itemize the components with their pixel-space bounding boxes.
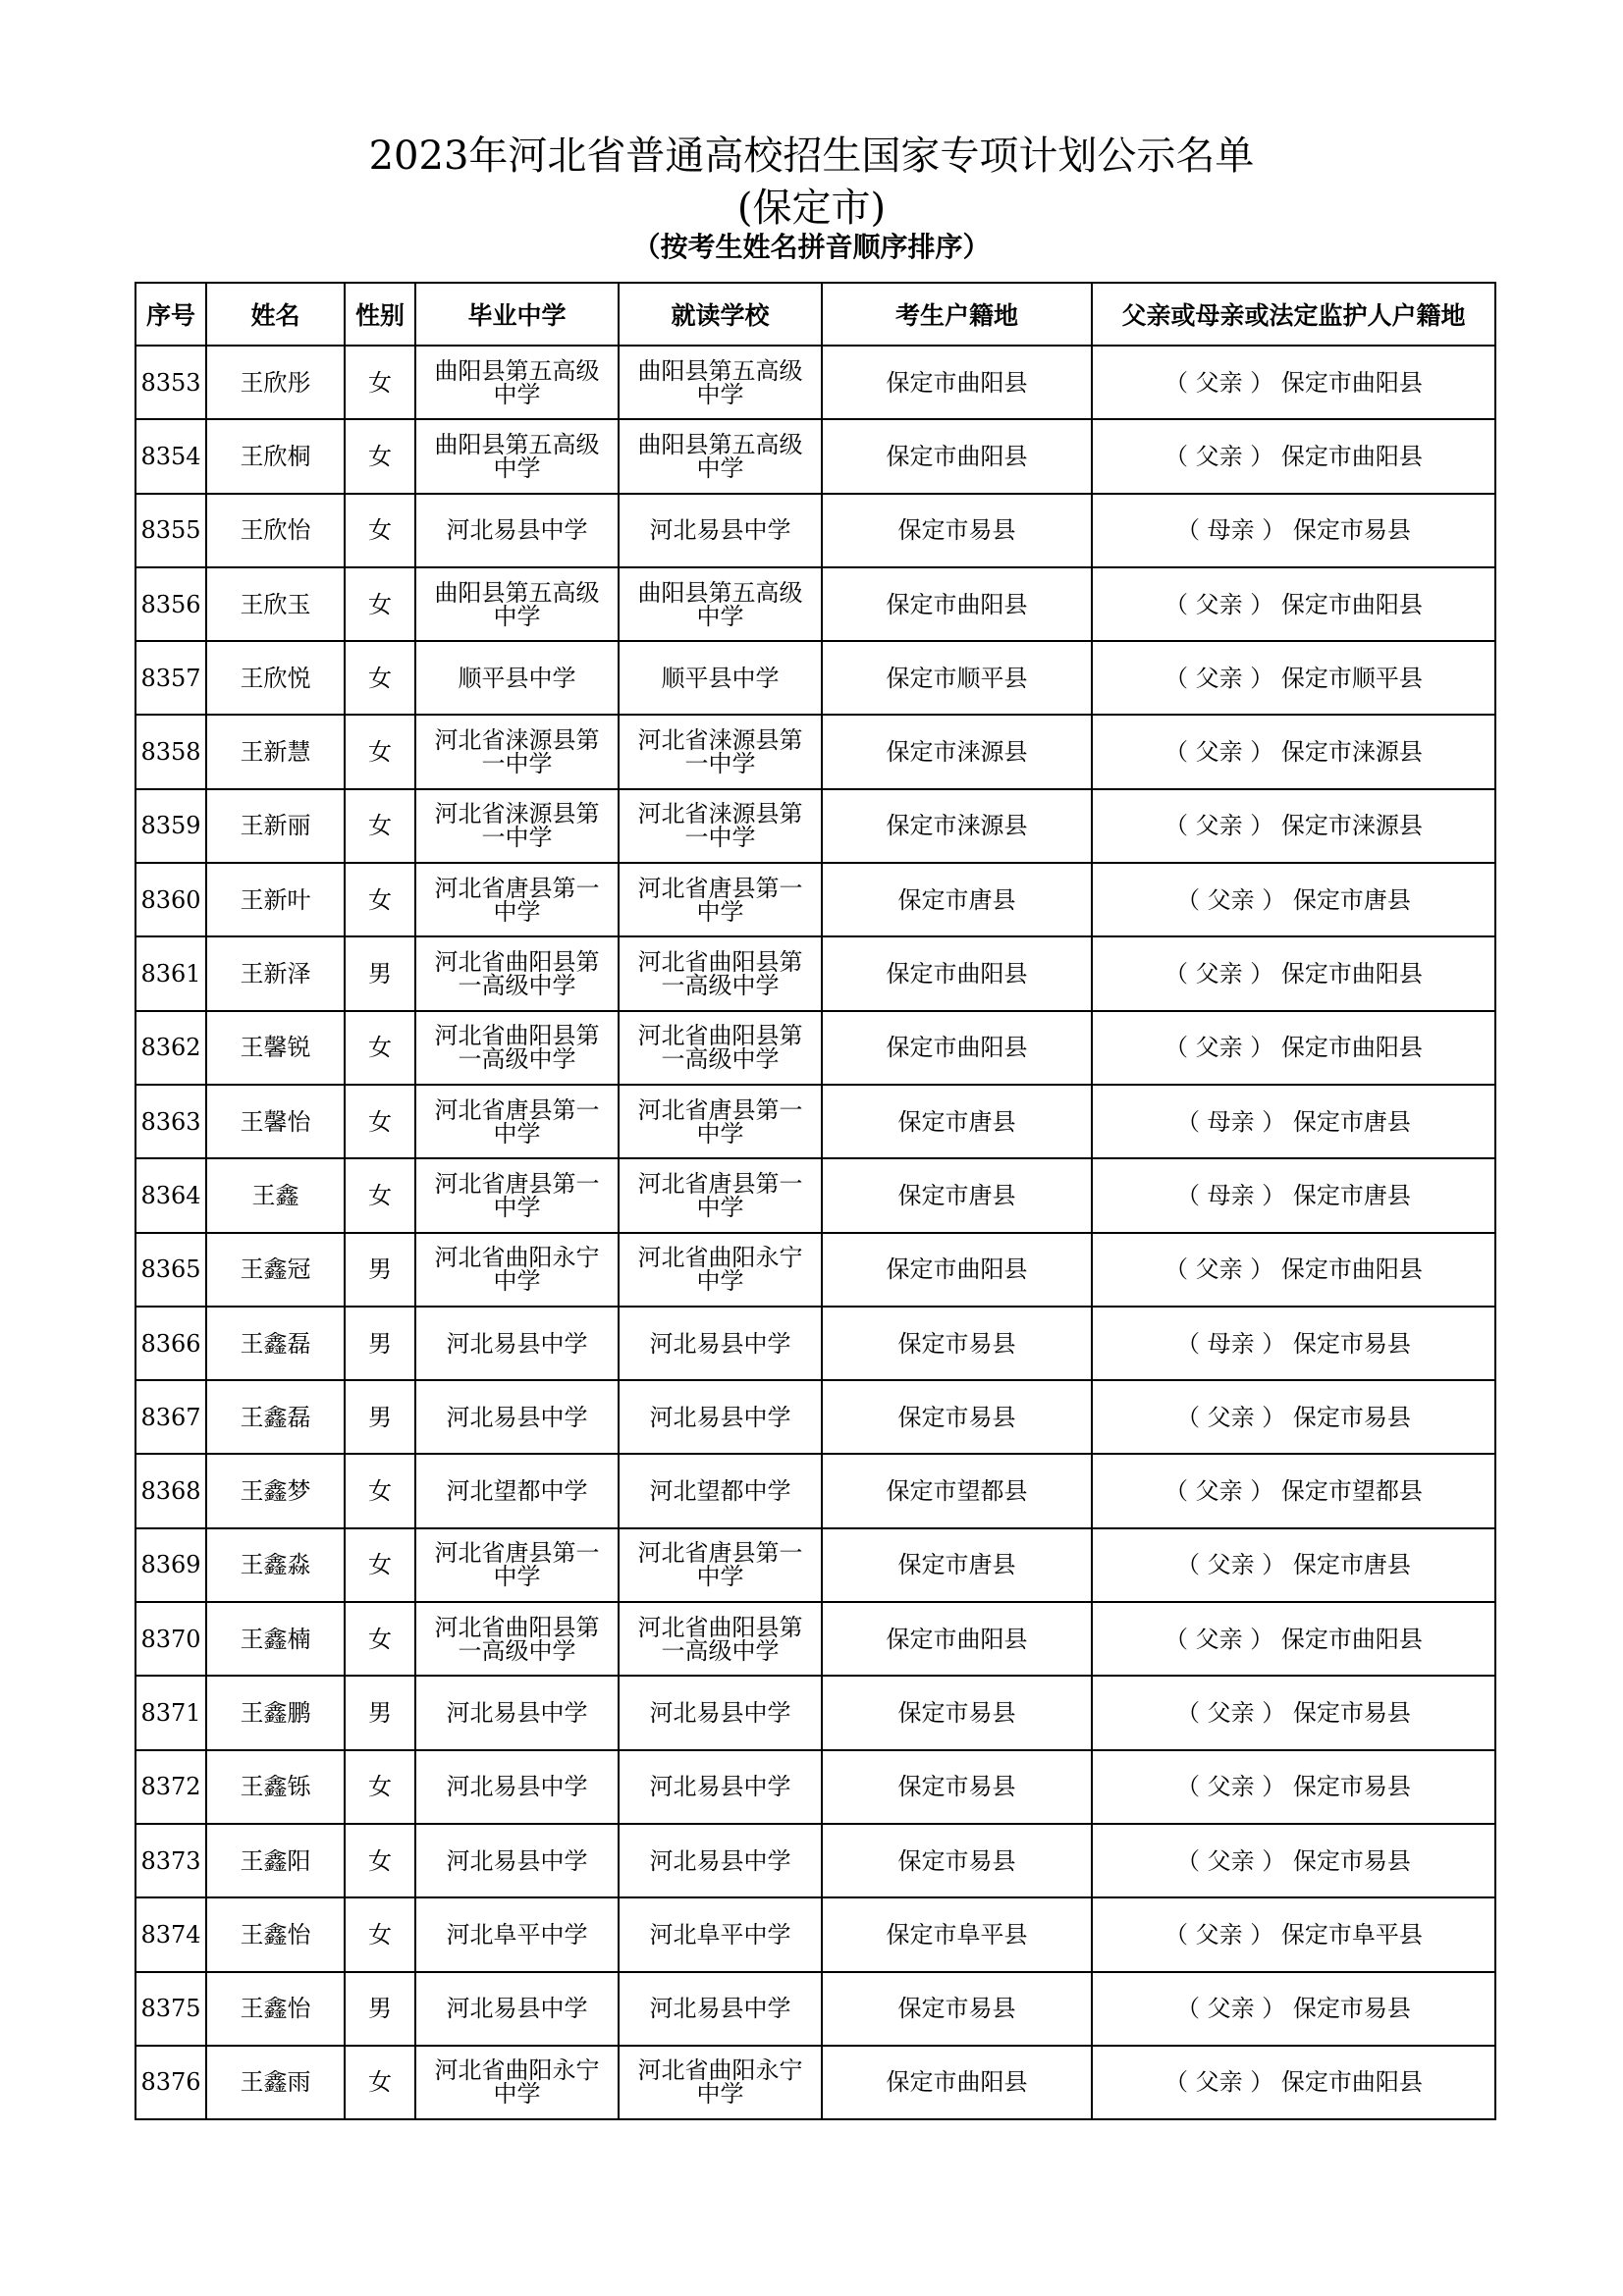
cell-seq: 8353 bbox=[135, 346, 206, 419]
cell-guardian-registration: （ 父亲 ） 保定市易县 bbox=[1092, 1380, 1495, 1454]
cell-seq: 8368 bbox=[135, 1454, 206, 1527]
cell-current-school: 河北省涞源县第一中学 bbox=[619, 715, 822, 788]
table-row bbox=[135, 1602, 1495, 1676]
table-row bbox=[135, 1750, 1495, 1824]
cell-guardian-registration: （ 父亲 ） 保定市易县 bbox=[1092, 1676, 1495, 1749]
table-row bbox=[135, 1085, 1495, 1158]
column-header-graduated-school: 毕业中学 bbox=[415, 283, 619, 346]
cell-seq: 8369 bbox=[135, 1528, 206, 1602]
cell-household-registration: 保定市曲阳县 bbox=[822, 419, 1092, 493]
cell-name: 王馨锐 bbox=[206, 1011, 345, 1085]
cell-graduated-school: 河北易县中学 bbox=[415, 1307, 619, 1380]
cell-graduated-school: 河北易县中学 bbox=[415, 1380, 619, 1454]
table-row bbox=[135, 936, 1495, 1010]
table-row bbox=[135, 789, 1495, 863]
cell-name: 王鑫怡 bbox=[206, 1897, 345, 1971]
cell-household-registration: 保定市涞源县 bbox=[822, 715, 1092, 788]
cell-household-registration: 保定市曲阳县 bbox=[822, 1011, 1092, 1085]
cell-guardian-registration: （ 父亲 ） 保定市曲阳县 bbox=[1092, 419, 1495, 493]
cell-name: 王鑫楠 bbox=[206, 1602, 345, 1676]
cell-guardian-registration: （ 父亲 ） 保定市曲阳县 bbox=[1092, 346, 1495, 419]
cell-current-school: 河北省唐县第一中学 bbox=[619, 1085, 822, 1158]
cell-graduated-school: 顺平县中学 bbox=[415, 641, 619, 715]
cell-current-school: 河北阜平中学 bbox=[619, 1897, 822, 1971]
table-body bbox=[135, 346, 1495, 2119]
cell-household-registration: 保定市易县 bbox=[822, 1972, 1092, 2046]
cell-household-registration: 保定市望都县 bbox=[822, 1454, 1092, 1527]
cell-guardian-registration: （ 父亲 ） 保定市曲阳县 bbox=[1092, 2046, 1495, 2119]
cell-seq: 8375 bbox=[135, 1972, 206, 2046]
cell-name: 王鑫怡 bbox=[206, 1972, 345, 2046]
cell-graduated-school: 河北省唐县第一中学 bbox=[415, 1528, 619, 1602]
cell-gender: 女 bbox=[345, 1454, 415, 1527]
table-row bbox=[135, 1454, 1495, 1527]
cell-current-school: 河北省曲阳县第一高级中学 bbox=[619, 1011, 822, 1085]
cell-guardian-registration: （ 母亲 ） 保定市唐县 bbox=[1092, 1085, 1495, 1158]
cell-household-registration: 保定市曲阳县 bbox=[822, 567, 1092, 641]
cell-current-school: 曲阳县第五高级中学 bbox=[619, 346, 822, 419]
column-header-name: 姓名 bbox=[206, 283, 345, 346]
cell-graduated-school: 河北省唐县第一中学 bbox=[415, 1158, 619, 1232]
cell-graduated-school: 河北省涞源县第一中学 bbox=[415, 789, 619, 863]
cell-name: 王鑫淼 bbox=[206, 1528, 345, 1602]
cell-name: 王欣悦 bbox=[206, 641, 345, 715]
column-header-seq: 序号 bbox=[135, 283, 206, 346]
cell-household-registration: 保定市唐县 bbox=[822, 1158, 1092, 1232]
column-header-household-registration: 考生户籍地 bbox=[822, 283, 1092, 346]
cell-gender: 女 bbox=[345, 567, 415, 641]
cell-current-school: 曲阳县第五高级中学 bbox=[619, 419, 822, 493]
cell-household-registration: 保定市唐县 bbox=[822, 863, 1092, 936]
cell-current-school: 河北省唐县第一中学 bbox=[619, 1158, 822, 1232]
cell-name: 王鑫阳 bbox=[206, 1824, 345, 1897]
cell-graduated-school: 曲阳县第五高级中学 bbox=[415, 567, 619, 641]
cell-household-registration: 保定市曲阳县 bbox=[822, 1233, 1092, 1307]
table-row bbox=[135, 346, 1495, 419]
cell-name: 王新叶 bbox=[206, 863, 345, 936]
cell-current-school: 河北易县中学 bbox=[619, 1676, 822, 1749]
cell-current-school: 河北省曲阳永宁中学 bbox=[619, 1233, 822, 1307]
cell-current-school: 河北易县中学 bbox=[619, 1307, 822, 1380]
cell-current-school: 河北省曲阳县第一高级中学 bbox=[619, 1602, 822, 1676]
table-row bbox=[135, 1233, 1495, 1307]
table-row bbox=[135, 2046, 1495, 2119]
document-title: 2023年河北省普通高校招生国家专项计划公示名单 bbox=[368, 133, 1255, 179]
cell-name: 王馨怡 bbox=[206, 1085, 345, 1158]
cell-graduated-school: 河北阜平中学 bbox=[415, 1897, 619, 1971]
cell-gender: 女 bbox=[345, 863, 415, 936]
cell-gender: 男 bbox=[345, 1233, 415, 1307]
cell-graduated-school: 曲阳县第五高级中学 bbox=[415, 346, 619, 419]
cell-guardian-registration: （ 母亲 ） 保定市易县 bbox=[1092, 1307, 1495, 1380]
cell-name: 王鑫磊 bbox=[206, 1307, 345, 1380]
cell-name: 王鑫 bbox=[206, 1158, 345, 1232]
cell-graduated-school: 河北易县中学 bbox=[415, 494, 619, 567]
cell-graduated-school: 曲阳县第五高级中学 bbox=[415, 419, 619, 493]
cell-guardian-registration: （ 父亲 ） 保定市涞源县 bbox=[1092, 789, 1495, 863]
cell-guardian-registration: （ 父亲 ） 保定市曲阳县 bbox=[1092, 1233, 1495, 1307]
cell-name: 王鑫冠 bbox=[206, 1233, 345, 1307]
cell-current-school: 河北易县中学 bbox=[619, 1380, 822, 1454]
cell-gender: 女 bbox=[345, 1602, 415, 1676]
cell-household-registration: 保定市易县 bbox=[822, 1307, 1092, 1380]
table-row bbox=[135, 1897, 1495, 1971]
cell-guardian-registration: （ 父亲 ） 保定市唐县 bbox=[1092, 1528, 1495, 1602]
table-row bbox=[135, 1158, 1495, 1232]
table-row bbox=[135, 1011, 1495, 1085]
cell-seq: 8364 bbox=[135, 1158, 206, 1232]
cell-household-registration: 保定市唐县 bbox=[822, 1085, 1092, 1158]
cell-gender: 女 bbox=[345, 715, 415, 788]
cell-gender: 女 bbox=[345, 1528, 415, 1602]
cell-current-school: 河北易县中学 bbox=[619, 1824, 822, 1897]
column-header-guardian-registration: 父亲或母亲或法定监护人户籍地 bbox=[1092, 283, 1495, 346]
cell-gender: 女 bbox=[345, 419, 415, 493]
cell-seq: 8370 bbox=[135, 1602, 206, 1676]
cell-gender: 女 bbox=[345, 789, 415, 863]
cell-gender: 男 bbox=[345, 936, 415, 1010]
cell-gender: 女 bbox=[345, 1085, 415, 1158]
cell-seq: 8359 bbox=[135, 789, 206, 863]
cell-household-registration: 保定市曲阳县 bbox=[822, 936, 1092, 1010]
cell-gender: 女 bbox=[345, 2046, 415, 2119]
cell-guardian-registration: （ 母亲 ） 保定市易县 bbox=[1092, 494, 1495, 567]
table-row bbox=[135, 1972, 1495, 2046]
cell-gender: 女 bbox=[345, 1011, 415, 1085]
cell-gender: 女 bbox=[345, 346, 415, 419]
cell-guardian-registration: （ 父亲 ） 保定市曲阳县 bbox=[1092, 1602, 1495, 1676]
column-header-current-school: 就读学校 bbox=[619, 283, 822, 346]
cell-gender: 女 bbox=[345, 494, 415, 567]
cell-guardian-registration: （ 父亲 ） 保定市曲阳县 bbox=[1092, 567, 1495, 641]
cell-guardian-registration: （ 父亲 ） 保定市涞源县 bbox=[1092, 715, 1495, 788]
cell-gender: 女 bbox=[345, 1750, 415, 1824]
cell-current-school: 曲阳县第五高级中学 bbox=[619, 567, 822, 641]
cell-name: 王欣玉 bbox=[206, 567, 345, 641]
cell-graduated-school: 河北省曲阳永宁中学 bbox=[415, 2046, 619, 2119]
column-header-gender: 性别 bbox=[345, 283, 415, 346]
cell-guardian-registration: （ 母亲 ） 保定市唐县 bbox=[1092, 1158, 1495, 1232]
cell-current-school: 河北易县中学 bbox=[619, 494, 822, 567]
cell-graduated-school: 河北易县中学 bbox=[415, 1676, 619, 1749]
table-row bbox=[135, 494, 1495, 567]
cell-graduated-school: 河北省曲阳永宁中学 bbox=[415, 1233, 619, 1307]
cell-seq: 8374 bbox=[135, 1897, 206, 1971]
table-row bbox=[135, 1824, 1495, 1897]
cell-current-school: 河北省唐县第一中学 bbox=[619, 1528, 822, 1602]
cell-gender: 男 bbox=[345, 1972, 415, 2046]
admission-list-table bbox=[135, 282, 1496, 2120]
cell-current-school: 河北省唐县第一中学 bbox=[619, 863, 822, 936]
cell-household-registration: 保定市顺平县 bbox=[822, 641, 1092, 715]
cell-household-registration: 保定市易县 bbox=[822, 1676, 1092, 1749]
cell-name: 王新慧 bbox=[206, 715, 345, 788]
cell-seq: 8365 bbox=[135, 1233, 206, 1307]
cell-seq: 8362 bbox=[135, 1011, 206, 1085]
sort-note: （按考生姓名拼音顺序排序） bbox=[632, 231, 991, 263]
cell-name: 王鑫雨 bbox=[206, 2046, 345, 2119]
cell-graduated-school: 河北省曲阳县第一高级中学 bbox=[415, 1602, 619, 1676]
cell-current-school: 河北省曲阳永宁中学 bbox=[619, 2046, 822, 2119]
cell-household-registration: 保定市易县 bbox=[822, 1824, 1092, 1897]
cell-gender: 女 bbox=[345, 1897, 415, 1971]
cell-gender: 女 bbox=[345, 1824, 415, 1897]
cell-graduated-school: 河北省曲阳县第一高级中学 bbox=[415, 936, 619, 1010]
cell-gender: 男 bbox=[345, 1380, 415, 1454]
cell-seq: 8355 bbox=[135, 494, 206, 567]
cell-household-registration: 保定市易县 bbox=[822, 1380, 1092, 1454]
cell-graduated-school: 河北省唐县第一中学 bbox=[415, 863, 619, 936]
cell-seq: 8373 bbox=[135, 1824, 206, 1897]
cell-name: 王新泽 bbox=[206, 936, 345, 1010]
cell-name: 王欣彤 bbox=[206, 346, 345, 419]
cell-current-school: 河北省涞源县第一中学 bbox=[619, 789, 822, 863]
table-row bbox=[135, 1307, 1495, 1380]
table-row bbox=[135, 419, 1495, 493]
cell-seq: 8357 bbox=[135, 641, 206, 715]
cell-graduated-school: 河北省涞源县第一中学 bbox=[415, 715, 619, 788]
cell-current-school: 河北易县中学 bbox=[619, 1750, 822, 1824]
cell-guardian-registration: （ 父亲 ） 保定市顺平县 bbox=[1092, 641, 1495, 715]
cell-guardian-registration: （ 父亲 ） 保定市唐县 bbox=[1092, 863, 1495, 936]
cell-seq: 8361 bbox=[135, 936, 206, 1010]
cell-household-registration: 保定市曲阳县 bbox=[822, 1602, 1092, 1676]
cell-graduated-school: 河北省唐县第一中学 bbox=[415, 1085, 619, 1158]
cell-seq: 8372 bbox=[135, 1750, 206, 1824]
cell-seq: 8360 bbox=[135, 863, 206, 936]
cell-household-registration: 保定市易县 bbox=[822, 494, 1092, 567]
table-row bbox=[135, 1528, 1495, 1602]
cell-graduated-school: 河北易县中学 bbox=[415, 1972, 619, 2046]
cell-household-registration: 保定市曲阳县 bbox=[822, 346, 1092, 419]
cell-graduated-school: 河北省曲阳县第一高级中学 bbox=[415, 1011, 619, 1085]
cell-graduated-school: 河北易县中学 bbox=[415, 1824, 619, 1897]
cell-household-registration: 保定市阜平县 bbox=[822, 1897, 1092, 1971]
cell-seq: 8376 bbox=[135, 2046, 206, 2119]
cell-current-school: 河北望都中学 bbox=[619, 1454, 822, 1527]
cell-current-school: 顺平县中学 bbox=[619, 641, 822, 715]
cell-current-school: 河北易县中学 bbox=[619, 1972, 822, 2046]
cell-household-registration: 保定市唐县 bbox=[822, 1528, 1092, 1602]
cell-seq: 8367 bbox=[135, 1380, 206, 1454]
cell-household-registration: 保定市涞源县 bbox=[822, 789, 1092, 863]
cell-graduated-school: 河北易县中学 bbox=[415, 1750, 619, 1824]
cell-gender: 女 bbox=[345, 641, 415, 715]
cell-gender: 男 bbox=[345, 1307, 415, 1380]
cell-name: 王鑫梦 bbox=[206, 1454, 345, 1527]
table-row bbox=[135, 1676, 1495, 1749]
cell-seq: 8366 bbox=[135, 1307, 206, 1380]
cell-guardian-registration: （ 父亲 ） 保定市易县 bbox=[1092, 1750, 1495, 1824]
table-row bbox=[135, 641, 1495, 715]
table-row bbox=[135, 715, 1495, 788]
cell-gender: 女 bbox=[345, 1158, 415, 1232]
cell-current-school: 河北省曲阳县第一高级中学 bbox=[619, 936, 822, 1010]
table-row bbox=[135, 1380, 1495, 1454]
document-subtitle: (保定市) bbox=[736, 186, 887, 231]
cell-seq: 8354 bbox=[135, 419, 206, 493]
cell-household-registration: 保定市曲阳县 bbox=[822, 2046, 1092, 2119]
cell-guardian-registration: （ 父亲 ） 保定市易县 bbox=[1092, 1972, 1495, 2046]
cell-seq: 8363 bbox=[135, 1085, 206, 1158]
table-row bbox=[135, 863, 1495, 936]
cell-guardian-registration: （ 父亲 ） 保定市易县 bbox=[1092, 1824, 1495, 1897]
cell-guardian-registration: （ 父亲 ） 保定市曲阳县 bbox=[1092, 1011, 1495, 1085]
cell-seq: 8358 bbox=[135, 715, 206, 788]
cell-guardian-registration: （ 父亲 ） 保定市望都县 bbox=[1092, 1454, 1495, 1527]
cell-name: 王鑫磊 bbox=[206, 1380, 345, 1454]
cell-name: 王新丽 bbox=[206, 789, 345, 863]
cell-seq: 8371 bbox=[135, 1676, 206, 1749]
table-row bbox=[135, 567, 1495, 641]
cell-graduated-school: 河北望都中学 bbox=[415, 1454, 619, 1527]
cell-name: 王欣桐 bbox=[206, 419, 345, 493]
cell-seq: 8356 bbox=[135, 567, 206, 641]
cell-name: 王鑫铄 bbox=[206, 1750, 345, 1824]
cell-name: 王鑫鹏 bbox=[206, 1676, 345, 1749]
cell-guardian-registration: （ 父亲 ） 保定市曲阳县 bbox=[1092, 936, 1495, 1010]
table-header-row bbox=[135, 283, 1495, 346]
cell-gender: 男 bbox=[345, 1676, 415, 1749]
cell-household-registration: 保定市易县 bbox=[822, 1750, 1092, 1824]
cell-name: 王欣怡 bbox=[206, 494, 345, 567]
cell-guardian-registration: （ 父亲 ） 保定市阜平县 bbox=[1092, 1897, 1495, 1971]
